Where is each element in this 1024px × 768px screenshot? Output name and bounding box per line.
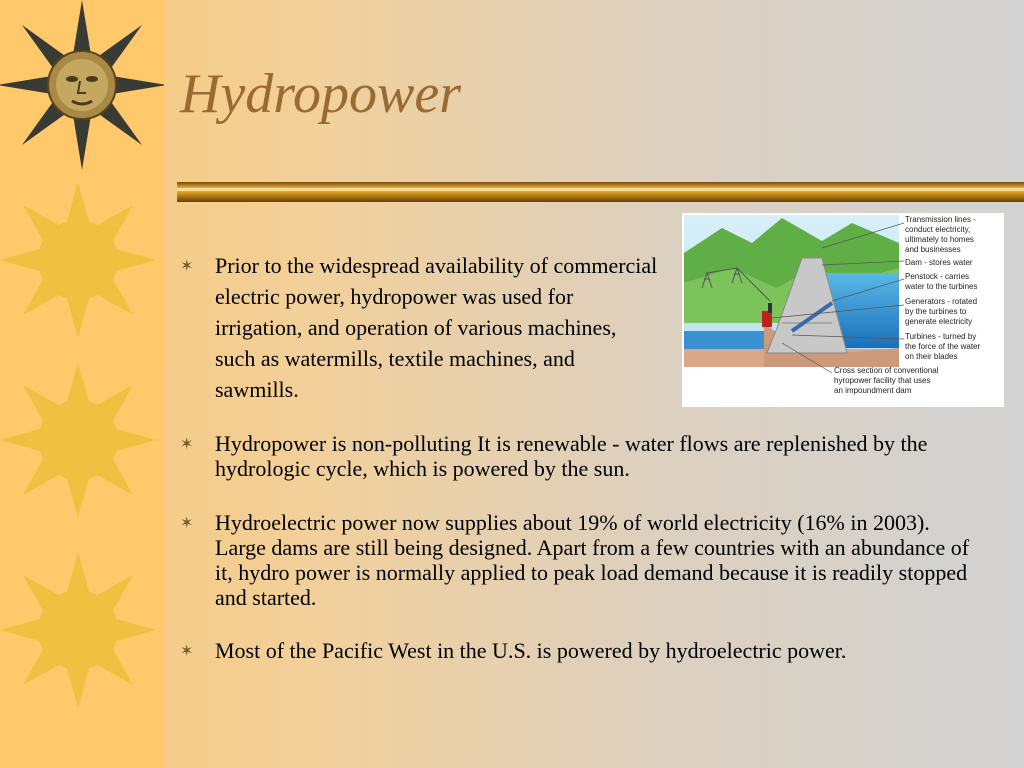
diagram-caption: an impoundment dam xyxy=(834,386,912,395)
diagram-caption: hyropower facility that uses xyxy=(834,376,931,385)
svg-text:hyropower facility that uses xyxy=(834,376,931,385)
svg-text:Turbines - turned by xyxy=(905,332,976,341)
diagram-caption: Cross section of conventional xyxy=(834,366,939,375)
diagram-label-generators: by the turbines to xyxy=(905,307,967,316)
sun-icon xyxy=(0,552,156,708)
diagram-label-turbines: Turbines - turned by xyxy=(905,332,977,341)
svg-text:on their blades xyxy=(905,352,957,361)
list-item xyxy=(180,510,970,610)
list-item xyxy=(180,431,970,481)
bullet-star-icon: ✶ xyxy=(180,436,194,453)
diagram-label-generators: generate electricity xyxy=(905,317,973,326)
hydropower-dam-diagram xyxy=(682,213,1004,407)
diagram-label-transmission-line: conduct electricity, xyxy=(905,225,971,234)
sun-icon xyxy=(0,362,156,518)
svg-text:Generators - rotated xyxy=(905,297,977,306)
bullet-text: Hydroelectric power now supplies about 19% of world electricity (16% in 2003). Large dams are still being designed. Apart from a few countries with an abundance of it, hydro power is normally applied to peak load demand because it is readily stopped and started. xyxy=(215,510,970,610)
diagram-label-transmission-line: ultimately to homes xyxy=(905,235,974,244)
title-divider xyxy=(177,180,1024,204)
decorative-suns xyxy=(0,180,164,768)
bullet-star-icon: ✶ xyxy=(180,515,194,532)
diagram-label-generators: Generators - rotated xyxy=(905,297,978,306)
diagram-label-dam: Dam - stores water xyxy=(905,258,973,267)
bullet-star-icon: ✶ xyxy=(180,643,194,660)
svg-text:by the turbines to xyxy=(905,307,967,316)
bullet-star-icon: ✶ xyxy=(180,258,194,275)
svg-text:Penstock - carries xyxy=(905,272,969,281)
page-title: Hydropower xyxy=(180,63,462,125)
svg-text:an impoundment dam xyxy=(834,386,912,395)
svg-text:water to the turbines xyxy=(904,282,977,291)
svg-text:and businesses xyxy=(905,245,961,254)
list-item xyxy=(180,250,660,405)
svg-text:Cross section of conventional xyxy=(834,366,939,375)
svg-text:the force of the water xyxy=(905,342,980,351)
sun-icon xyxy=(0,182,156,338)
diagram-label-transmission-line: and businesses xyxy=(905,245,961,254)
diagram-label-turbines: on their blades xyxy=(905,352,958,361)
diagram-label-turbines: the force of the water xyxy=(905,342,981,351)
list-item xyxy=(180,638,970,663)
bullet-text: Hydropower is non-polluting It is renewable - water flows are replenished by the hydrologic cycle, which is powered by the sun. xyxy=(215,431,928,481)
diagram-label-penstock: water to the turbines xyxy=(905,282,978,291)
diagram-label-transmission-line: Transmission lines - xyxy=(905,215,976,224)
svg-text:generate electricity xyxy=(905,317,972,326)
diagram-label-penstock: Penstock - carries xyxy=(905,272,970,281)
svg-text:conduct electricity, xyxy=(905,225,970,234)
bullet-text: Prior to the widespread availability of commercial electric power, hydropower was used for irrigation, and operation of various machines, such as watermills, textile machines, and sawmills. xyxy=(215,253,658,402)
sun-face-icon xyxy=(0,0,164,175)
svg-text:Dam - stores water xyxy=(905,258,973,267)
svg-text:ultimately to homes xyxy=(905,235,974,244)
svg-text:Transmission lines - xyxy=(905,215,976,224)
bullet-text: Most of the Pacific West in the U.S. is powered by hydroelectric power. xyxy=(215,638,847,663)
